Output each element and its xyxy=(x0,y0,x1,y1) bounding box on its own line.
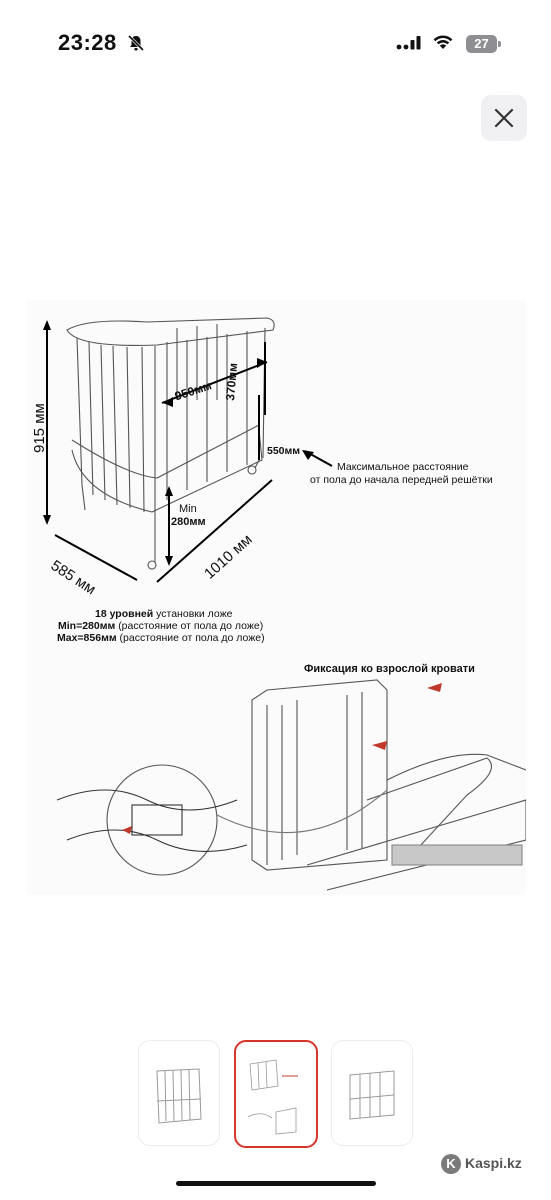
product-image-viewer[interactable] xyxy=(27,300,526,895)
crib-dimension-diagram xyxy=(27,300,526,895)
dim-depth-label: 585 мм xyxy=(47,557,99,599)
min-line xyxy=(58,620,263,632)
crib-photo-icon xyxy=(139,1041,219,1145)
levels-bold: 18 уровней xyxy=(95,608,154,620)
max-line-bold: Max=856мм xyxy=(57,632,117,644)
thumbnail-1[interactable] xyxy=(138,1040,220,1146)
kaspi-logo-icon: K xyxy=(441,1154,461,1174)
status-bar xyxy=(0,0,551,90)
watermark-text: Kaspi.kz xyxy=(465,1155,522,1171)
dim-inner-length-label: 950мм xyxy=(173,378,214,404)
dim-side-label: 550мм xyxy=(267,445,301,457)
close-button[interactable] xyxy=(481,95,527,141)
dim-inner-height-label: 370мм xyxy=(223,362,241,402)
thumbnail-2[interactable] xyxy=(234,1040,318,1148)
levels-rest: установки ложе xyxy=(156,608,233,620)
fix-title: Фиксация ко взрослой кровати xyxy=(304,663,475,675)
home-indicator[interactable] xyxy=(176,1181,376,1186)
min-label: Min xyxy=(179,503,197,515)
status-time: 23:28 xyxy=(58,30,117,55)
min-value-label: 280мм xyxy=(171,516,206,528)
max-line-rest: (расстояние от пола до ложе) xyxy=(119,632,265,644)
cellular-signal-icon xyxy=(396,34,422,52)
crib-diagram-icon xyxy=(236,1042,316,1146)
max-line xyxy=(57,632,265,644)
thumbnail-strip xyxy=(0,1040,551,1150)
battery-level: 27 xyxy=(474,36,489,51)
crib-photo-icon xyxy=(332,1041,412,1145)
min-line-bold: Min=280мм xyxy=(58,620,116,632)
max-note-line2: от пола до начала передней решётки xyxy=(310,474,493,486)
dim-height-label: 915 мм xyxy=(31,403,48,453)
battery-icon xyxy=(466,35,502,53)
wifi-icon xyxy=(432,33,454,51)
dim-length-label: 1010 мм xyxy=(201,531,256,583)
close-icon xyxy=(494,108,514,128)
bell-slash-icon xyxy=(127,34,145,52)
max-note-line1: Максимальное расстояние xyxy=(337,461,469,473)
min-line-rest: (расстояние от пола до ложе) xyxy=(118,620,264,632)
levels-line xyxy=(95,608,232,620)
thumbnail-3[interactable] xyxy=(331,1040,413,1146)
